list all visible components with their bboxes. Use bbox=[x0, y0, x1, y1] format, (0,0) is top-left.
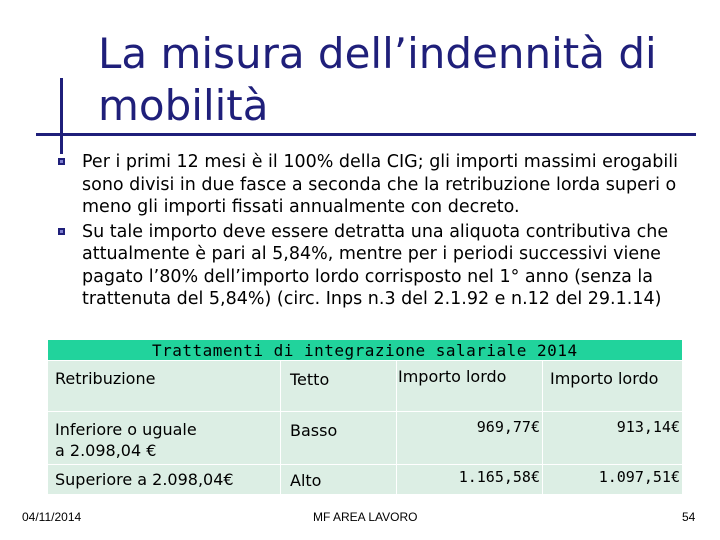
row2-lordo-1: 1.165,58€ bbox=[458, 468, 540, 486]
slide-title bbox=[98, 28, 698, 132]
table-divider bbox=[280, 360, 281, 494]
row2-lordo-2: 1.097,51€ bbox=[598, 468, 680, 486]
bullet-list bbox=[56, 151, 696, 313]
header-importo-lordo-1: Importo lordo bbox=[398, 367, 507, 386]
bullet-item bbox=[56, 221, 696, 311]
table-caption: Trattamenti di integrazione salariale 2014 bbox=[152, 341, 578, 360]
bullet-text: Su tale importo deve essere detratta una aliquota contributiva che attualmente è pari al 5,84%, mentre per i periodi successivi viene pagato l’80% dell’importo lordo corrisposto nel 1° anno (senza la trattenuta del 5,84%) (circ. Inps n.3 del 2.1.92 e n.12 del 29.1.14) bbox=[82, 221, 669, 309]
table-divider bbox=[48, 360, 682, 361]
row1-tetto: Basso bbox=[290, 421, 338, 440]
row2-tetto: Alto bbox=[290, 471, 322, 490]
row1-retribuzione-line2: a 2.098,04 € bbox=[55, 441, 157, 460]
header-tetto: Tetto bbox=[290, 370, 330, 389]
table-divider bbox=[48, 464, 682, 465]
bullet-item bbox=[56, 151, 696, 219]
footer-date: 04/11/2014 bbox=[22, 510, 82, 524]
footer-center: MF AREA LAVORO bbox=[313, 510, 418, 524]
slide-title-line-1: La misura dell’indennità di bbox=[98, 29, 657, 78]
square-bullet-icon bbox=[58, 158, 65, 165]
row2-retribuzione: Superiore a 2.098,04€ bbox=[55, 470, 234, 489]
row1-lordo-2: 913,14€ bbox=[616, 418, 680, 436]
header-importo-lordo-2: Importo lordo bbox=[550, 369, 659, 388]
table-caption-bar bbox=[48, 340, 682, 360]
title-horizontal-rule bbox=[36, 133, 696, 136]
row1-retribuzione-line1: Inferiore o uguale bbox=[55, 420, 197, 439]
title-vertical-rule bbox=[60, 78, 63, 154]
header-retribuzione: Retribuzione bbox=[55, 369, 156, 388]
bullet-text: Per i primi 12 mesi è il 100% della CIG; gli importi massimi erogabili sono divisi in due fasce a seconda che la retribuzione lorda superi o meno gli importi fissati annualmente con decreto. bbox=[82, 152, 678, 217]
row1-lordo-1: 969,77€ bbox=[476, 418, 540, 436]
table-divider bbox=[542, 360, 543, 494]
page-number: 54 bbox=[682, 510, 696, 524]
table-divider bbox=[396, 360, 397, 494]
integration-table bbox=[48, 340, 682, 494]
square-bullet-icon bbox=[58, 228, 65, 235]
slide-title-line-2: mobilità bbox=[98, 81, 269, 130]
table-divider bbox=[48, 411, 682, 412]
